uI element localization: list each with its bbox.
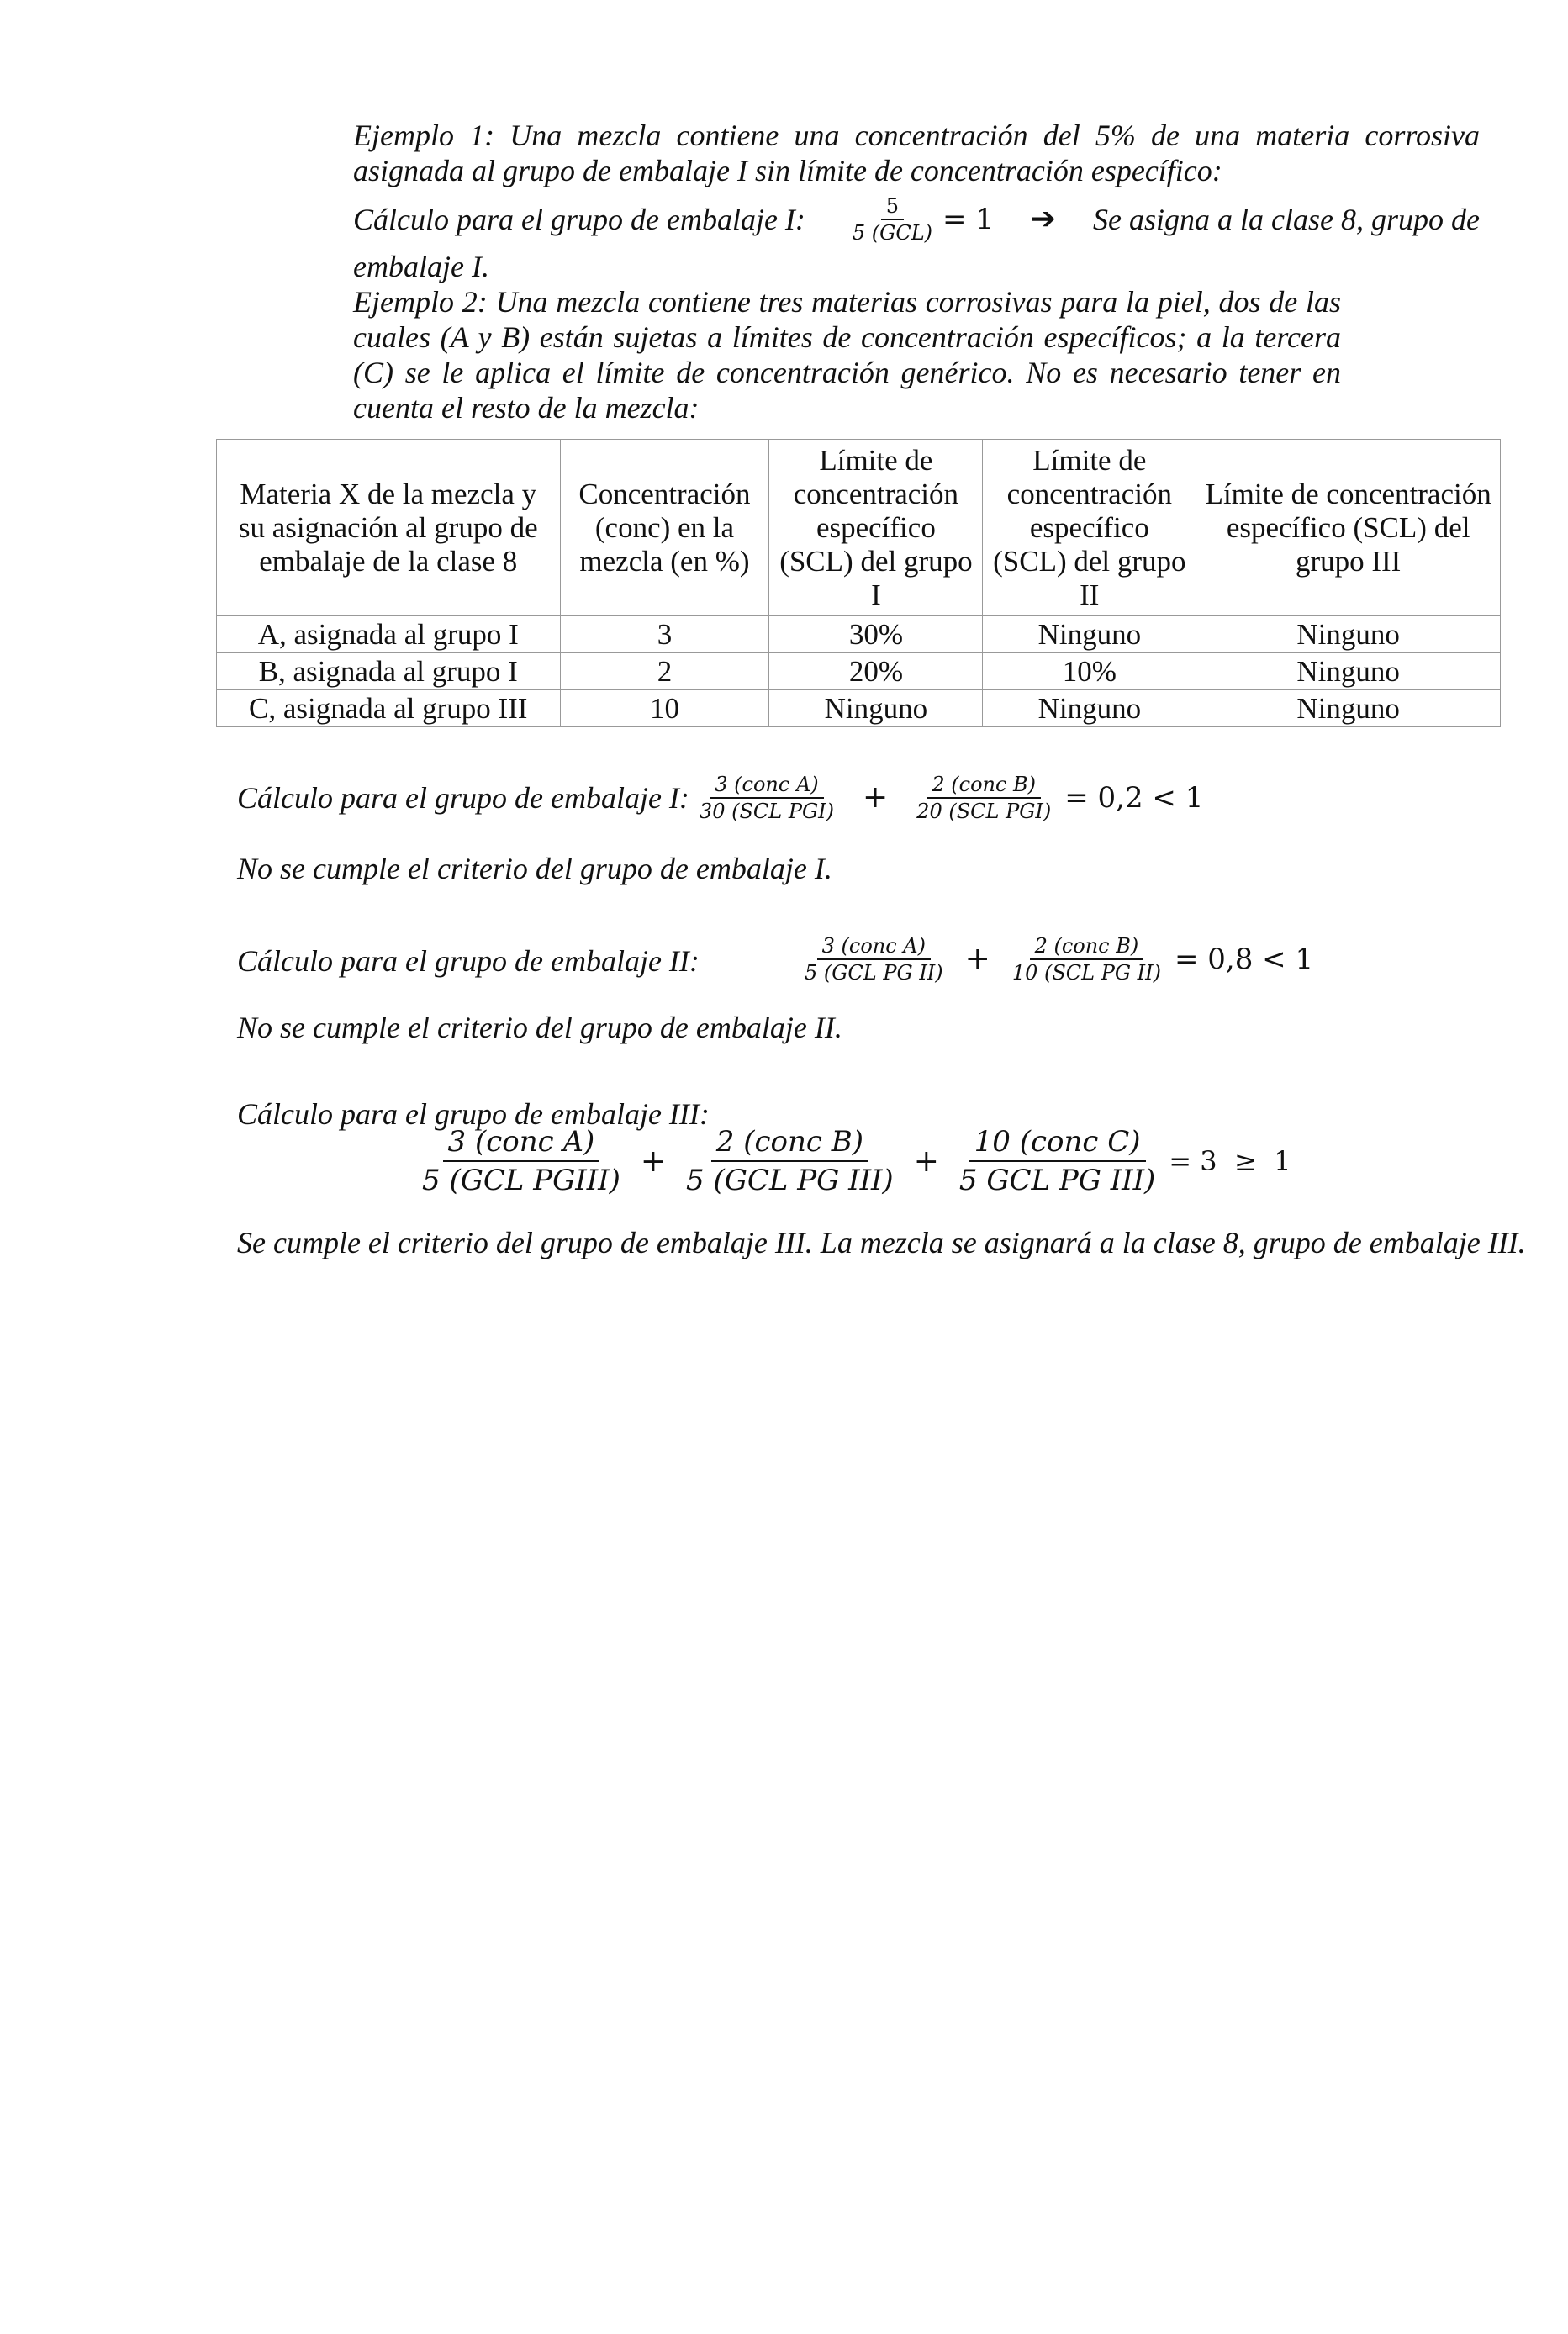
example-2-intro: Ejemplo 2: Una mezcla contiene tres materias corrosivas para la piel, dos de las cuales (A y B) están sujetas a límites de concentración específicos; a la tercera (C) se le aplica el límite de concentración genérico. No es necesario tener en cuenta el resto de la mezcla: — [353, 285, 1341, 425]
plus-sign: + — [964, 942, 990, 976]
table-cell: 30% — [769, 616, 983, 653]
fraction-numerator: 10 (conc C) — [969, 1123, 1146, 1162]
fraction-numerator: 3 (conc A) — [817, 933, 931, 960]
fraction-numerator: 2 (conc B) — [927, 772, 1041, 799]
arrow-icon: ➔ — [1030, 202, 1057, 236]
fraction-denominator: 5 (GCL PG II) — [805, 961, 943, 985]
example-1-result-end: embalaje I. — [353, 250, 489, 283]
example-1-result: Se asigna a la clase 8, grupo de — [1093, 203, 1480, 236]
table-header-cell: Límite de concentración específico (SCL) del grupo I — [769, 440, 983, 616]
calc-pg2-conclusion: No se cumple el criterio del grupo de embalaje II. — [237, 1011, 842, 1044]
table-cell: 2 — [560, 653, 769, 690]
table-cell: 3 — [560, 616, 769, 653]
fraction-denominator: 5 (GCL PGIII) — [422, 1164, 620, 1197]
example-1-calc-line — [353, 193, 1480, 246]
example-1-formula — [842, 193, 994, 246]
calc-pg1-fraction-b — [911, 772, 1056, 824]
table-cell: B, asignada al grupo I — [217, 653, 561, 690]
calc-pg3-result: = 3 ≥ 1 — [1169, 1145, 1291, 1177]
table-cell: C, asignada al grupo III — [217, 690, 561, 727]
table-row — [217, 616, 1501, 653]
calc-pg2-label: Cálculo para el grupo de embalaje II: — [237, 944, 700, 978]
plus-sign: + — [640, 1143, 667, 1179]
table-header-cell: Concentración (conc) en la mezcla (en %) — [560, 440, 769, 616]
fraction-numerator: 2 (conc B) — [711, 1123, 868, 1162]
concentration-table — [216, 439, 1501, 727]
table-header-cell: Límite de concentración específico (SCL) del grupo III — [1196, 440, 1501, 616]
example-1-fraction — [847, 193, 937, 246]
table-cell: A, asignada al grupo I — [217, 616, 561, 653]
fraction-numerator: 5 — [881, 193, 904, 220]
fraction-denominator: 10 (SCL PG II) — [1011, 961, 1161, 985]
table-header-row — [217, 440, 1501, 616]
calc-pg3-fraction-b — [681, 1123, 899, 1199]
calc-pg3-label: Cálculo para el grupo de embalaje III: — [237, 1097, 710, 1131]
fraction-numerator: 3 (conc A) — [443, 1123, 600, 1162]
table-cell: 20% — [769, 653, 983, 690]
fraction-denominator: 20 (SCL PGI) — [916, 800, 1052, 823]
calc-pg1-label: Cálculo para el grupo de embalaje I: — [237, 781, 689, 815]
fraction-numerator: 3 (conc A) — [710, 772, 823, 799]
plus-sign: + — [913, 1143, 939, 1179]
table-cell: Ninguno — [1196, 653, 1501, 690]
example-1-equals: = 1 — [942, 203, 994, 236]
example-1-calc-label: Cálculo para el grupo de embalaje I: — [353, 203, 805, 236]
calc-pg3-formula — [412, 1123, 1291, 1199]
table-cell: 10% — [983, 653, 1196, 690]
calc-pg2-formula — [795, 933, 1313, 985]
table-header-cell: Límite de concentración específico (SCL) del grupo II — [983, 440, 1196, 616]
fraction-denominator: 5 (GCL PG III) — [686, 1164, 894, 1197]
example-1-intro: Ejemplo 1: Una mezcla contiene una concentración del 5% de una materia corrosiva asignada al grupo de embalaje I sin límite de concentración específico: — [353, 119, 1480, 187]
calc-pg1-formula — [689, 772, 1203, 824]
calc-pg2-fraction-b — [1007, 933, 1166, 985]
fraction-denominator: 5 (GCL) — [852, 221, 932, 245]
calc-pg3-fraction-c — [954, 1123, 1160, 1199]
table-cell: Ninguno — [1196, 690, 1501, 727]
calc-pg1-result: = 0,2 < 1 — [1064, 781, 1204, 815]
fraction-denominator: 30 (SCL PGI) — [699, 800, 834, 823]
table-cell: 10 — [560, 690, 769, 727]
table-cell: Ninguno — [983, 690, 1196, 727]
calc-pg2-fraction-a — [800, 933, 948, 985]
calc-pg3-fraction-a — [417, 1123, 626, 1199]
calc-pg3-conclusion: Se cumple el criterio del grupo de embalaje III. La mezcla se asignará a la clase 8, grupo de embalaje III. — [237, 1226, 1526, 1259]
plus-sign: + — [863, 780, 889, 815]
table-row — [217, 690, 1501, 727]
calc-pg2-result: = 0,8 < 1 — [1175, 943, 1314, 976]
calc-pg1-fraction-a — [694, 772, 839, 824]
table-row — [217, 653, 1501, 690]
fraction-denominator: 5 GCL PG III) — [958, 1164, 1156, 1197]
fraction-numerator: 2 (conc B) — [1030, 933, 1144, 960]
table-cell: Ninguno — [983, 616, 1196, 653]
table-cell: Ninguno — [1196, 616, 1501, 653]
table-header-cell: Materia X de la mezcla y su asignación al grupo de embalaje de la clase 8 — [217, 440, 561, 616]
table-cell: Ninguno — [769, 690, 983, 727]
calc-pg1-line — [237, 772, 1203, 824]
calc-pg1-conclusion: No se cumple el criterio del grupo de embalaje I. — [237, 852, 832, 885]
